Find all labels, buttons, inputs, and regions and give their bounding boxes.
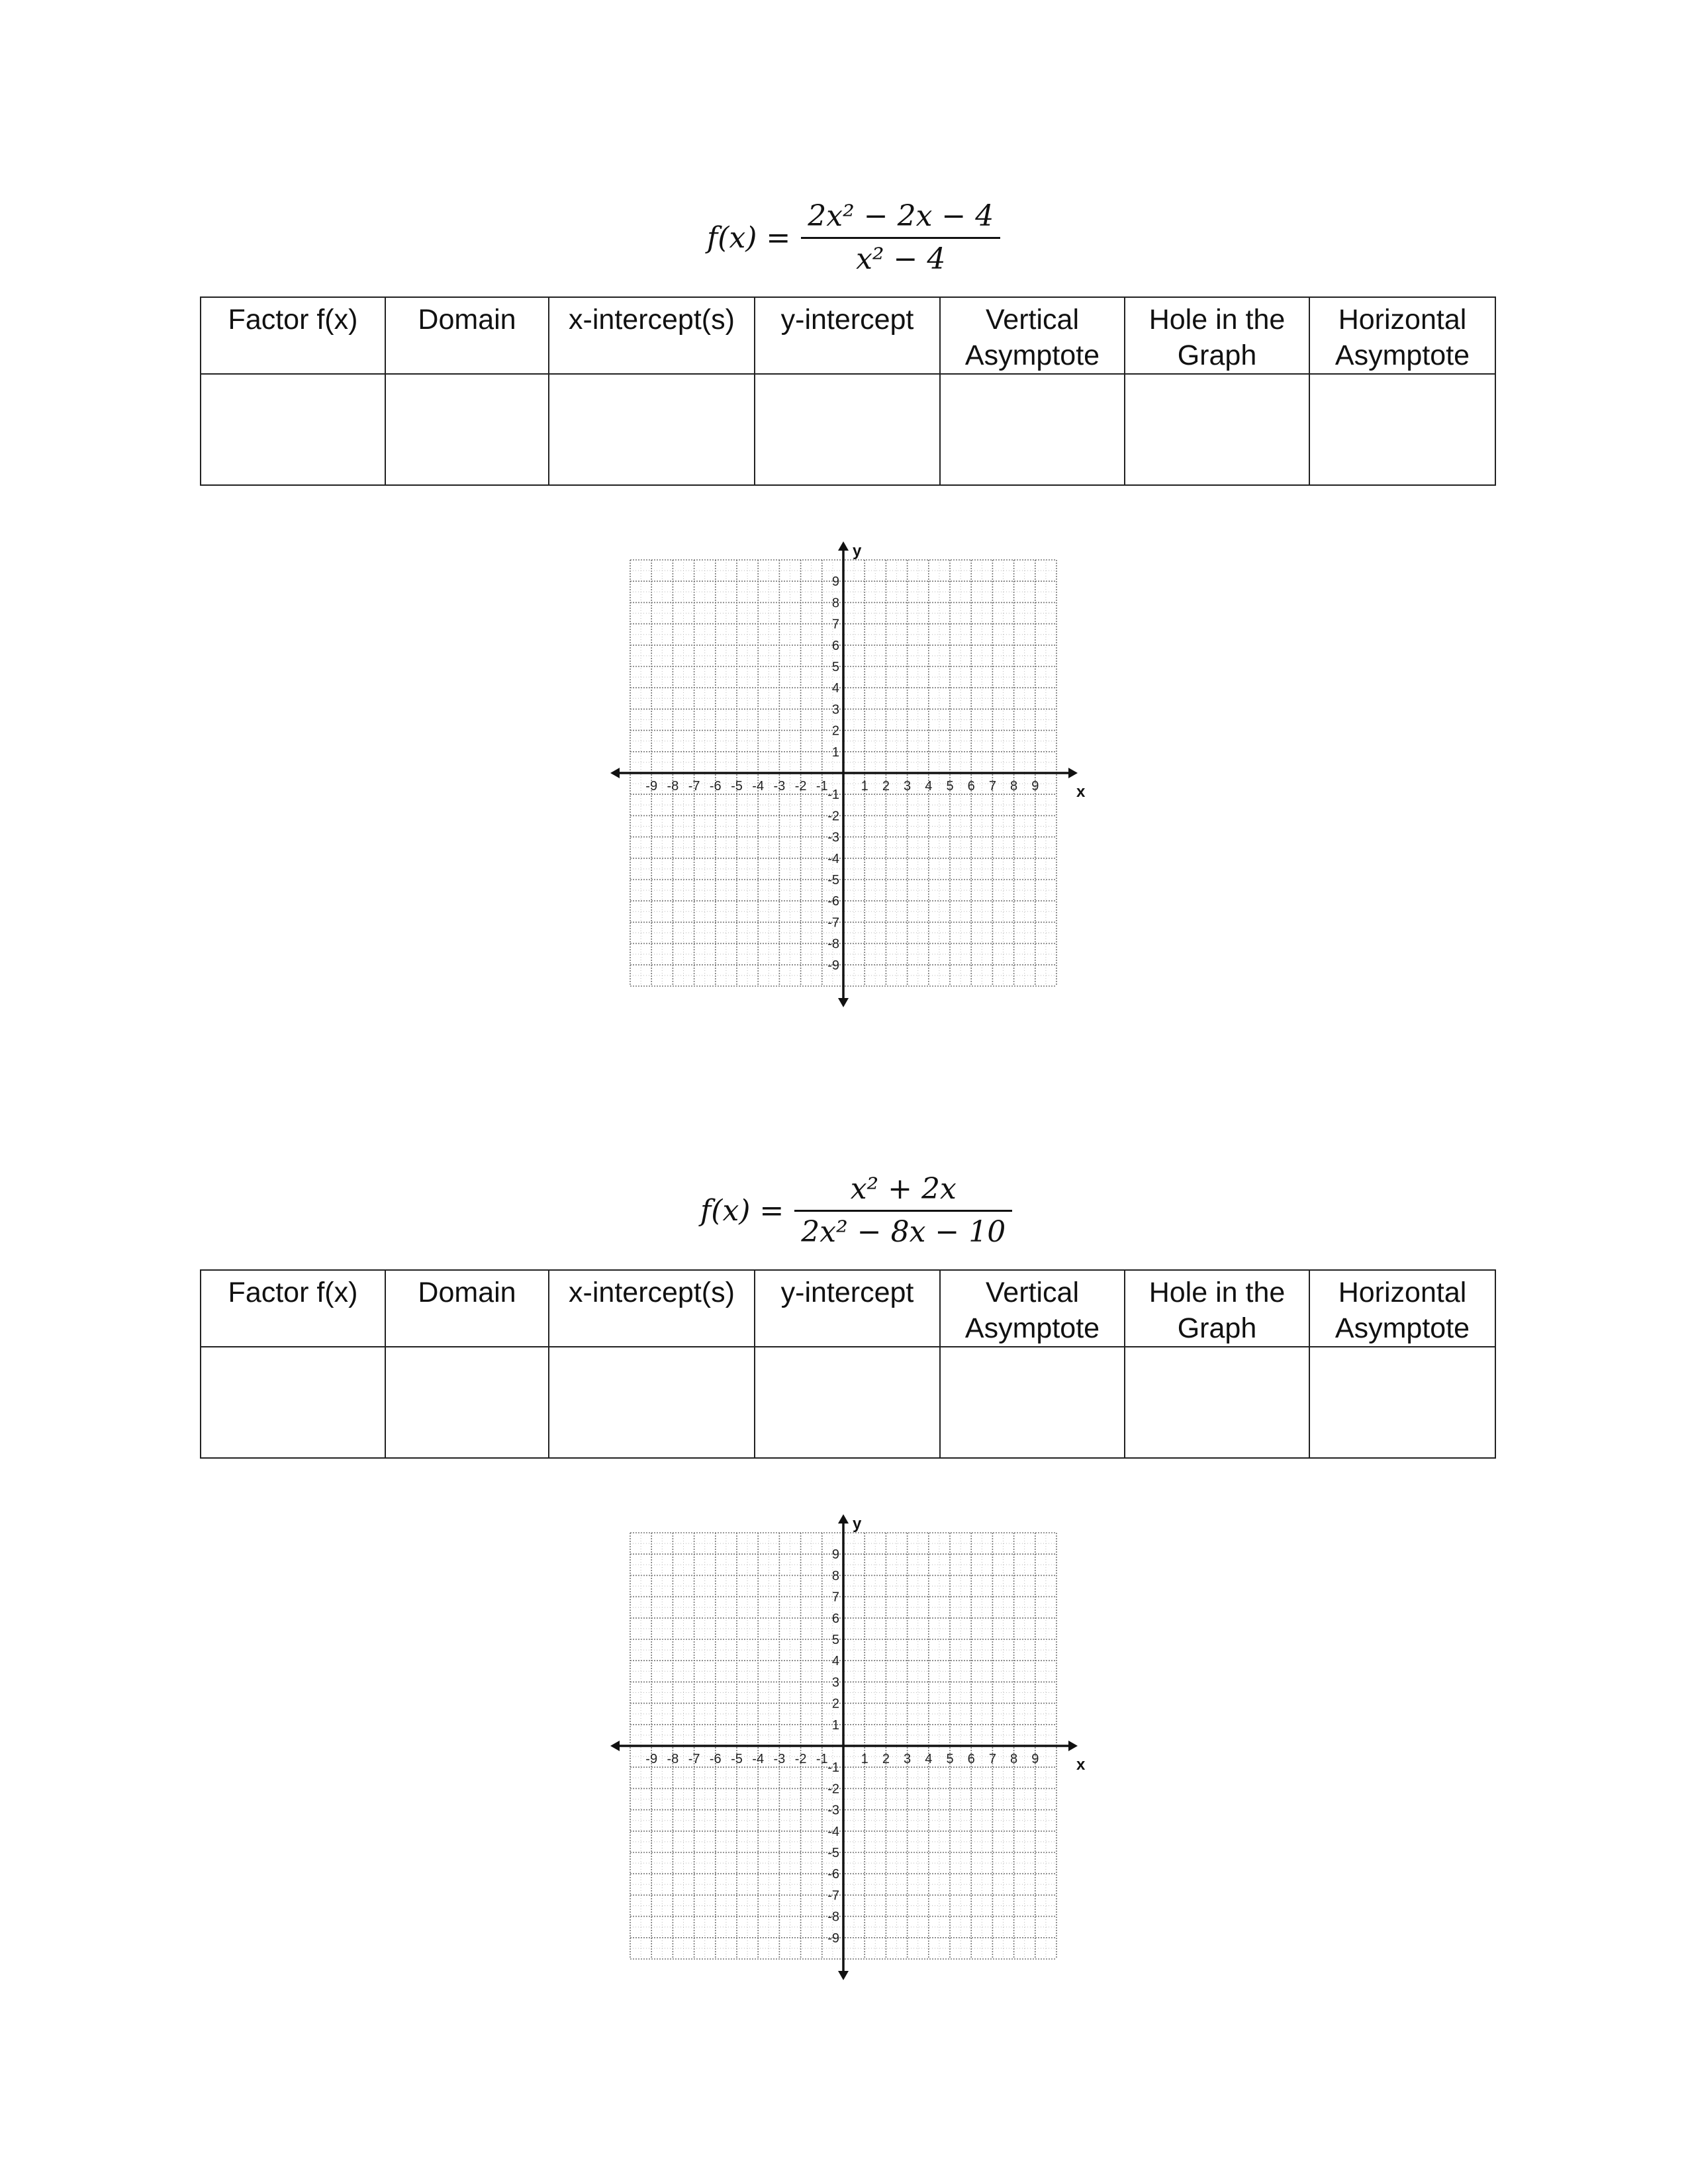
answer-cell-x-intercepts[interactable] xyxy=(549,374,755,485)
x-tick-label: -5 xyxy=(731,779,743,794)
answer-cell-vertical-asymptote[interactable] xyxy=(940,1347,1125,1458)
x-tick-label: 6 xyxy=(967,1752,975,1766)
y-axis-arrow-up xyxy=(838,1514,849,1524)
y-tick-label: 5 xyxy=(831,660,839,674)
header-factor: Factor f(x) xyxy=(201,297,385,374)
y-tick-label: -7 xyxy=(827,1888,839,1903)
x-tick-label: -1 xyxy=(816,1752,828,1766)
y-tick-label: 4 xyxy=(831,1654,839,1669)
x-tick-label: 6 xyxy=(967,779,975,794)
header-hole: Hole in the Graph xyxy=(1125,1270,1309,1347)
y-tick-label: -8 xyxy=(827,1909,839,1925)
numerator: x² + 2x xyxy=(850,1172,957,1206)
y-tick-label: 1 xyxy=(831,1717,839,1733)
answer-cell-horizontal-asymptote[interactable] xyxy=(1309,374,1495,485)
answer-cell-y-intercept[interactable] xyxy=(755,374,940,485)
header-factor: Factor f(x) xyxy=(201,1270,385,1347)
y-tick-label: -6 xyxy=(827,894,839,909)
header-domain: Domain xyxy=(385,297,549,374)
x-tick-label: 5 xyxy=(946,779,954,794)
y-tick-label: -1 xyxy=(827,1760,839,1776)
y-tick-label: 6 xyxy=(831,638,839,653)
header-y-intercept: y-intercept xyxy=(755,1270,940,1347)
y-tick-label: -9 xyxy=(827,958,839,973)
x-tick-label: -8 xyxy=(667,779,679,794)
x-tick-label: -6 xyxy=(709,1752,722,1766)
y-axis-arrow-up xyxy=(838,541,849,551)
x-tick-label: -1 xyxy=(816,779,828,794)
answer-cell-factor[interactable] xyxy=(201,1347,385,1458)
y-tick-label: 7 xyxy=(831,617,839,632)
x-axis-label: x xyxy=(1076,1756,1086,1774)
y-tick-label: -8 xyxy=(827,936,839,952)
x-tick-label: -6 xyxy=(709,779,722,794)
fraction-bar xyxy=(794,1210,1012,1212)
header-y-intercept: y-intercept xyxy=(755,297,940,374)
x-axis-arrow-left xyxy=(610,1741,620,1751)
x-tick-label: 2 xyxy=(882,1752,890,1766)
y-axis-label: y xyxy=(853,542,862,560)
x-tick-label: -2 xyxy=(794,779,807,794)
x-tick-label: -2 xyxy=(794,1752,807,1766)
x-axis-arrow-right xyxy=(1068,1741,1078,1751)
x-tick-label: -3 xyxy=(773,1752,786,1766)
y-axis-arrow-down xyxy=(838,998,849,1007)
y-tick-label: 8 xyxy=(831,1569,839,1584)
y-tick-label: 9 xyxy=(831,574,839,590)
answer-cell-domain[interactable] xyxy=(385,374,549,485)
y-tick-label: 8 xyxy=(831,596,839,611)
y-tick-label: -1 xyxy=(827,788,839,803)
y-tick-label: 2 xyxy=(831,1696,839,1711)
answer-cell-hole[interactable] xyxy=(1125,1347,1309,1458)
x-tick-label: -4 xyxy=(752,779,765,794)
y-tick-label: 7 xyxy=(831,1590,839,1605)
header-hole: Hole in the Graph xyxy=(1125,297,1309,374)
answer-cell-hole[interactable] xyxy=(1125,374,1309,485)
x-tick-label: 1 xyxy=(861,779,868,794)
coordinate-grid-1[interactable] xyxy=(609,541,1086,1018)
fraction-bar xyxy=(801,237,1000,239)
coordinate-grid-2[interactable] xyxy=(609,1514,1086,1991)
header-domain: Domain xyxy=(385,1270,549,1347)
x-tick-label: 7 xyxy=(988,1752,996,1766)
y-tick-label: 6 xyxy=(831,1611,839,1626)
y-tick-label: 2 xyxy=(831,723,839,739)
y-tick-label: 3 xyxy=(831,1675,839,1690)
y-tick-label: -3 xyxy=(827,1803,839,1818)
x-tick-label: -9 xyxy=(645,779,658,794)
y-tick-label: -2 xyxy=(827,809,839,824)
analysis-table-1 xyxy=(200,296,1496,486)
x-tick-label: 7 xyxy=(988,779,996,794)
x-axis-arrow-right xyxy=(1068,768,1078,778)
formula-lhs: f(x) = xyxy=(707,221,791,255)
answer-row xyxy=(201,1347,1495,1458)
y-tick-label: -7 xyxy=(827,915,839,931)
y-tick-label: -6 xyxy=(827,1867,839,1882)
x-tick-label: 8 xyxy=(1010,779,1018,794)
header-x-intercepts: x-intercept(s) xyxy=(549,297,755,374)
y-tick-label: 5 xyxy=(831,1633,839,1647)
y-axis-label: y xyxy=(853,1515,862,1533)
answer-cell-domain[interactable] xyxy=(385,1347,549,1458)
x-tick-label: 3 xyxy=(904,779,912,794)
formula-lhs: f(x) = xyxy=(700,1194,784,1228)
answer-row xyxy=(201,374,1495,485)
y-tick-label: 9 xyxy=(831,1547,839,1563)
y-tick-label: 3 xyxy=(831,702,839,717)
x-tick-label: -3 xyxy=(773,779,786,794)
y-tick-label: -3 xyxy=(827,830,839,845)
analysis-table-2 xyxy=(200,1269,1496,1459)
header-horizontal-asymptote: Horizontal Asymptote xyxy=(1309,1270,1495,1347)
y-tick-label: -4 xyxy=(827,851,839,866)
fraction xyxy=(794,1170,1012,1251)
answer-cell-factor[interactable] xyxy=(201,374,385,485)
x-tick-label: -5 xyxy=(731,1752,743,1766)
table-header-row xyxy=(201,1270,1495,1347)
x-tick-label: 2 xyxy=(882,779,890,794)
formula-2 xyxy=(700,1170,1012,1251)
x-tick-label: 9 xyxy=(1031,779,1039,794)
y-tick-label: 1 xyxy=(831,745,839,760)
header-vertical-asymptote: Vertical Asymptote xyxy=(940,1270,1125,1347)
header-vertical-asymptote: Vertical Asymptote xyxy=(940,297,1125,374)
y-tick-label: -2 xyxy=(827,1782,839,1797)
x-tick-label: 8 xyxy=(1010,1752,1018,1766)
y-tick-label: -5 xyxy=(827,873,839,887)
denominator: 2x² − 8x − 10 xyxy=(801,1215,1006,1249)
answer-cell-x-intercepts[interactable] xyxy=(549,1347,755,1458)
x-tick-label: -8 xyxy=(667,1752,679,1766)
x-tick-label: 3 xyxy=(904,1752,912,1766)
answer-cell-y-intercept[interactable] xyxy=(755,1347,940,1458)
x-tick-label: -4 xyxy=(752,1752,765,1766)
y-tick-label: -5 xyxy=(827,1846,839,1860)
x-axis-arrow-left xyxy=(610,768,620,778)
x-tick-label: -7 xyxy=(688,1752,700,1766)
header-x-intercepts: x-intercept(s) xyxy=(549,1270,755,1347)
fraction xyxy=(801,197,1000,279)
x-axis-label: x xyxy=(1076,783,1086,801)
x-tick-label: 4 xyxy=(925,779,933,794)
x-tick-label: 1 xyxy=(861,1752,868,1766)
x-tick-label: -7 xyxy=(688,779,700,794)
header-horizontal-asymptote: Horizontal Asymptote xyxy=(1309,297,1495,374)
formula-1 xyxy=(707,197,1000,279)
y-tick-label: 4 xyxy=(831,681,839,696)
table-header-row xyxy=(201,297,1495,374)
y-tick-label: -4 xyxy=(827,1824,839,1839)
x-tick-label: -9 xyxy=(645,1752,658,1766)
answer-cell-vertical-asymptote[interactable] xyxy=(940,374,1125,485)
x-tick-label: 5 xyxy=(946,1752,954,1766)
denominator: x² − 4 xyxy=(856,242,946,276)
answer-cell-horizontal-asymptote[interactable] xyxy=(1309,1347,1495,1458)
y-axis-arrow-down xyxy=(838,1971,849,1980)
y-tick-label: -9 xyxy=(827,1931,839,1946)
numerator: 2x² − 2x − 4 xyxy=(808,199,994,233)
x-tick-label: 9 xyxy=(1031,1752,1039,1766)
x-tick-label: 4 xyxy=(925,1752,933,1766)
